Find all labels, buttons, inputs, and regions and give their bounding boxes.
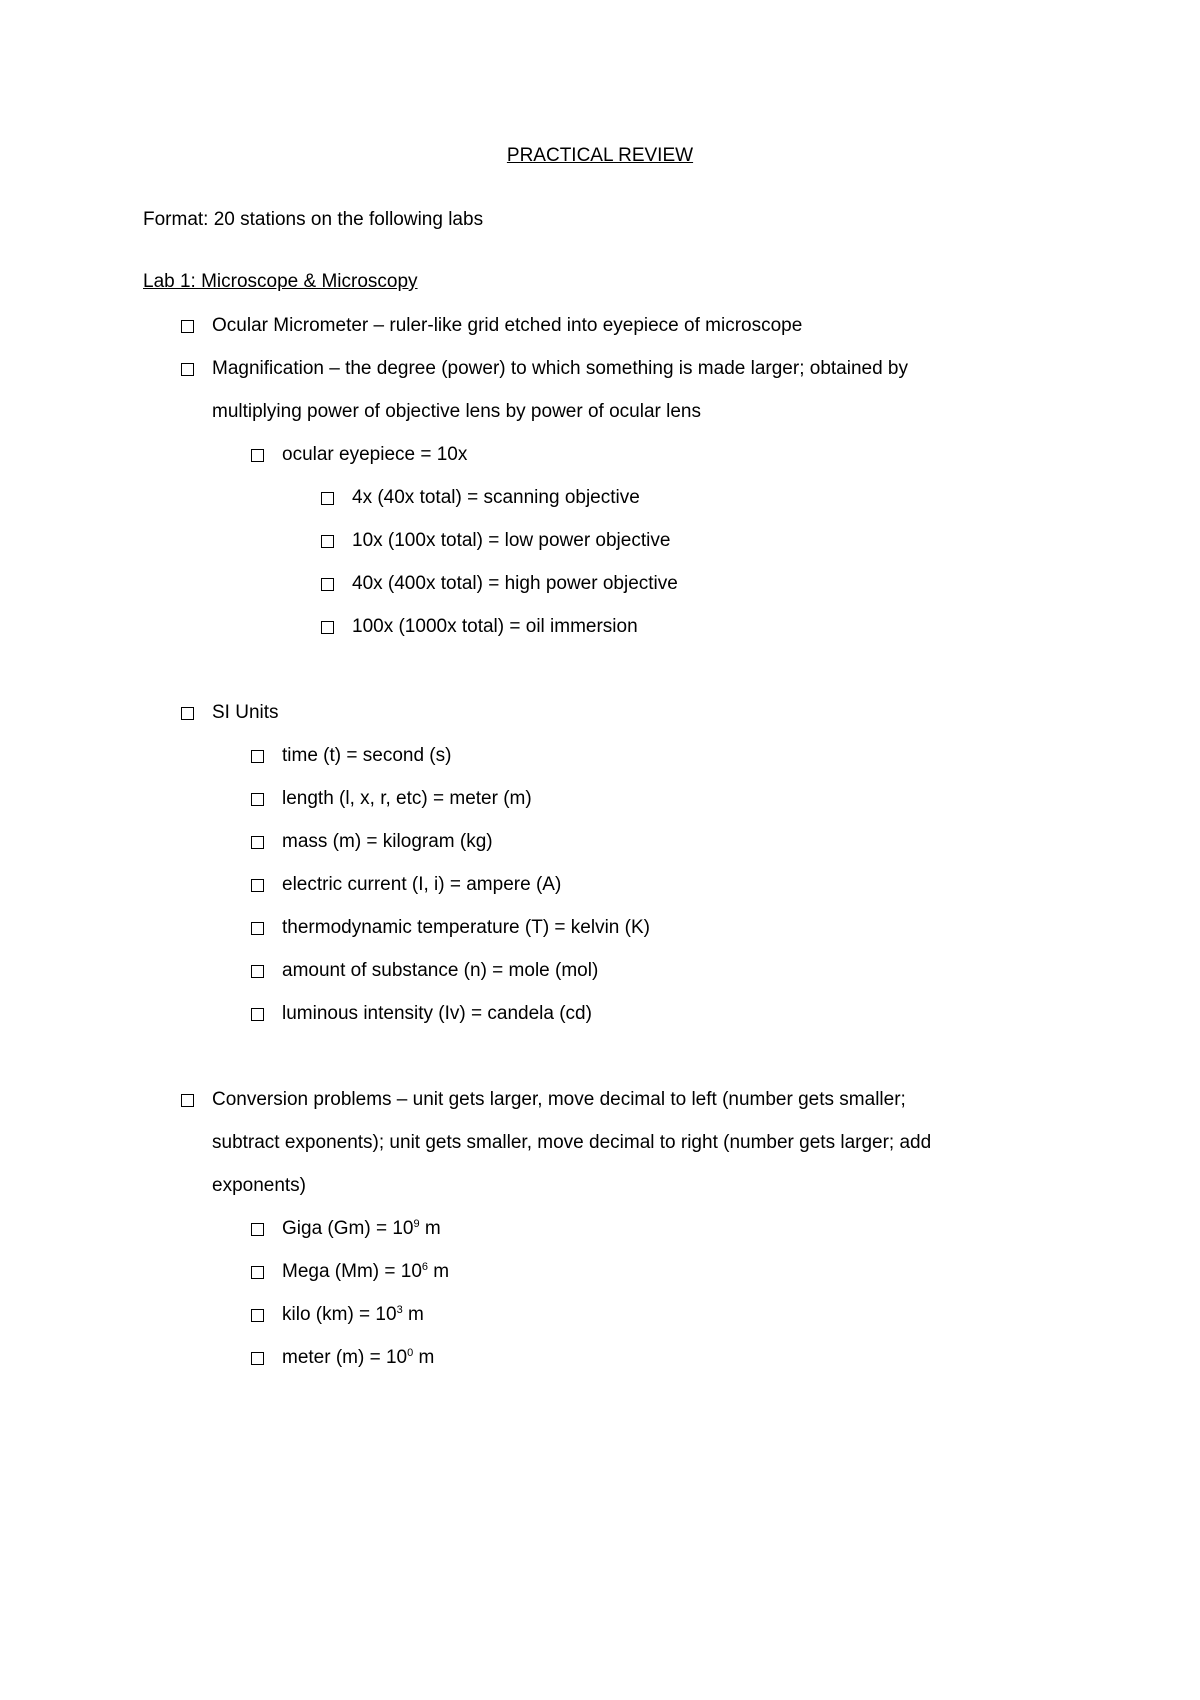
list-item-text: amount of substance (n) = mole (mol) xyxy=(282,960,599,981)
list-item-text: mass (m) = kilogram (kg) xyxy=(282,831,493,852)
list-item-text: Magnification – the degree (power) to which something is made larger; obtained by xyxy=(212,358,908,379)
exponent: 6 xyxy=(421,1261,429,1273)
list-item-text: luminous intensity (Iv) = candela (cd) xyxy=(282,1003,592,1024)
checkbox-bullet-icon xyxy=(251,1352,264,1365)
list-item-text xyxy=(282,1217,441,1241)
list-item xyxy=(321,572,678,596)
list-item xyxy=(181,314,802,338)
list-item xyxy=(251,1217,441,1241)
list-item xyxy=(181,701,279,725)
checkbox-bullet-icon xyxy=(251,1223,264,1236)
checkbox-bullet-icon xyxy=(251,750,264,763)
list-item-continuation: multiplying power of objective lens by power of ocular lens xyxy=(212,401,701,422)
checkbox-bullet-icon xyxy=(321,535,334,548)
list-item xyxy=(251,1303,424,1327)
list-item xyxy=(251,959,598,983)
list-item-continuation: subtract exponents); unit gets smaller, move decimal to right (number gets larger; add xyxy=(212,1132,932,1153)
list-item-text: 10x (100x total) = low power objective xyxy=(352,530,671,551)
unit: m xyxy=(419,1218,441,1239)
list-item-text: 100x (1000x total) = oil immersion xyxy=(352,616,638,637)
list-item xyxy=(181,357,908,381)
list-item xyxy=(321,529,670,553)
list-item xyxy=(251,744,451,768)
prefix-text: Mega (Mm) = 10 xyxy=(282,1261,422,1282)
list-item-text: length (l, x, r, etc) = meter (m) xyxy=(282,788,532,809)
list-item-text: ocular eyepiece = 10x xyxy=(282,444,468,465)
list-item xyxy=(321,615,638,639)
lab-heading: Lab 1: Microscope & Microscopy xyxy=(143,271,418,292)
checkbox-bullet-icon xyxy=(181,320,194,333)
checkbox-bullet-icon xyxy=(251,449,264,462)
list-item xyxy=(251,1002,592,1026)
checkbox-bullet-icon xyxy=(251,922,264,935)
list-item xyxy=(321,486,640,510)
checkbox-bullet-icon xyxy=(251,965,264,978)
prefix-text: kilo (km) = 10 xyxy=(282,1304,397,1325)
list-item-text xyxy=(282,1346,434,1370)
list-item-text: 4x (40x total) = scanning objective xyxy=(352,487,640,508)
list-item-text xyxy=(282,1303,424,1327)
checkbox-bullet-icon xyxy=(321,492,334,505)
list-item xyxy=(251,916,650,940)
exponent: 3 xyxy=(396,1304,403,1316)
checkbox-bullet-icon xyxy=(321,578,334,591)
list-item xyxy=(251,443,467,467)
unit: m xyxy=(428,1261,450,1282)
page-title: PRACTICAL REVIEW xyxy=(506,145,694,166)
exponent: 9 xyxy=(413,1218,420,1230)
checkbox-bullet-icon xyxy=(251,836,264,849)
checkbox-bullet-icon xyxy=(251,793,264,806)
list-item-text: 40x (400x total) = high power objective xyxy=(352,573,678,594)
list-item xyxy=(251,787,532,811)
list-item-text: thermodynamic temperature (T) = kelvin (K) xyxy=(282,917,650,938)
prefix-text: Giga (Gm) = 10 xyxy=(282,1218,414,1239)
checkbox-bullet-icon xyxy=(181,707,194,720)
list-item xyxy=(251,1346,434,1370)
list-item-text: Conversion problems – unit gets larger, move decimal to left (number gets smaller; xyxy=(212,1089,906,1110)
checkbox-bullet-icon xyxy=(321,621,334,634)
format-text: Format: 20 stations on the following labs xyxy=(143,209,484,230)
checkbox-bullet-icon xyxy=(251,1309,264,1322)
prefix-text: meter (m) = 10 xyxy=(282,1347,408,1368)
checkbox-bullet-icon xyxy=(251,879,264,892)
list-item-text: electric current (I, i) = ampere (A) xyxy=(282,874,562,895)
list-item xyxy=(251,830,493,854)
list-item-text: time (t) = second (s) xyxy=(282,745,452,766)
checkbox-bullet-icon xyxy=(251,1266,264,1279)
unit: m xyxy=(413,1347,435,1368)
checkbox-bullet-icon xyxy=(181,1094,194,1107)
checkbox-bullet-icon xyxy=(181,363,194,376)
list-item-text xyxy=(282,1260,449,1284)
unit: m xyxy=(402,1304,424,1325)
list-item-text: Ocular Micrometer – ruler-like grid etched into eyepiece of microscope xyxy=(212,315,803,336)
list-item-text: SI Units xyxy=(212,702,279,723)
checkbox-bullet-icon xyxy=(251,1008,264,1021)
list-item-continuation: exponents) xyxy=(212,1175,307,1196)
list-item xyxy=(251,873,561,897)
exponent: 0 xyxy=(407,1347,414,1359)
list-item xyxy=(251,1260,449,1284)
list-item xyxy=(181,1088,906,1112)
